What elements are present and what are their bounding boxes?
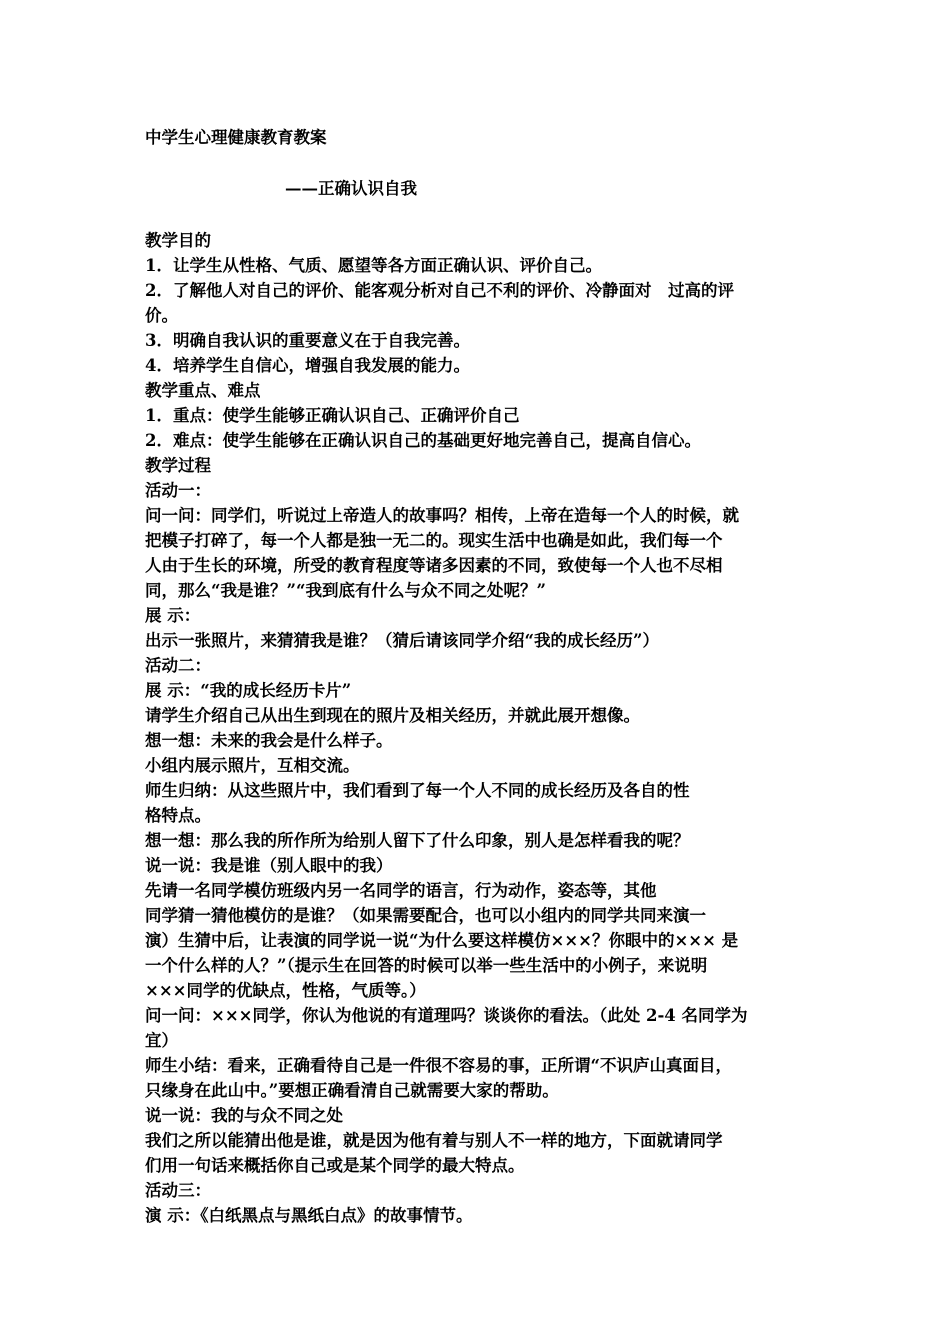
goal-item-3: 3．明确自我认识的重要意义在于自我完善。 bbox=[145, 331, 470, 350]
paragraph-line: 演 示：《白纸黑点与黑纸白点》的故事情节。 bbox=[145, 1206, 473, 1225]
paragraph-line: 演）生猜中后，让表演的同学说一说“为什么要这样模仿×××？你眼中的××× 是 bbox=[145, 931, 739, 950]
section-heading-process: 教学过程 bbox=[145, 456, 211, 475]
activity-2-heading: 活动二： bbox=[145, 656, 211, 675]
goal-item-4: 4．培养学生自信心，增强自我发展的能力。 bbox=[145, 356, 470, 375]
keypoint-item-2: 2．难点：使学生能够在正确认识自己的基础更好地完善自己，提高自信心。 bbox=[145, 431, 701, 450]
paragraph-line: 我们之所以能猜出他是谁，就是因为他有着与别人不一样的地方，下面就请同学 bbox=[145, 1131, 723, 1150]
document-page bbox=[145, 125, 810, 1228]
show-heading: 展 示：“我的成长经历卡片” bbox=[145, 681, 352, 700]
paragraph-line: 师生归纳：从这些照片中，我们看到了每一个人不同的成长经历及各自的性 bbox=[145, 781, 690, 800]
paragraph-line: 把模子打碎了，每一个人都是独一无二的。现实生活中也确是如此，我们每一个 bbox=[145, 531, 723, 550]
paragraph-line: 同，那么“我是谁？”“我到底有什么与众不同之处呢？” bbox=[145, 581, 546, 600]
paragraph-line: 请学生介绍自己从出生到现在的照片及相关经历，并就此展开想像。 bbox=[145, 706, 640, 725]
paragraph-line: 师生小结：看来，正确看待自己是一件很不容易的事，正所谓“不识庐山真面目， bbox=[145, 1056, 732, 1075]
paragraph-line: 问一问：同学们，听说过上帝造人的故事吗？相传，上帝在造每一个人的时候，就 bbox=[145, 506, 739, 525]
paragraph-line: 说一说：我是谁（别人眼中的我） bbox=[145, 856, 393, 875]
paragraph-line: 想一想：未来的我会是什么样子。 bbox=[145, 731, 393, 750]
paragraph-line: 人由于生长的环境，所受的教育程度等诸多因素的不同，致使每一个人也不尽相 bbox=[145, 556, 723, 575]
paragraph-line: 格特点。 bbox=[145, 806, 211, 825]
goal-item-2: 2．了解他人对自己的评价、能客观分析对自己不利的评价、冷静面对 过高的评 bbox=[145, 281, 734, 300]
goal-item-2-cont: 价。 bbox=[145, 306, 178, 325]
section-heading-goals: 教学目的 bbox=[145, 231, 211, 250]
section-heading-keypoints: 教学重点、难点 bbox=[145, 381, 261, 400]
document-title: 中学生心理健康教育教案 bbox=[145, 128, 327, 147]
paragraph-line: 同学猜一猜他模仿的是谁？（如果需要配合，也可以小组内的同学共同来演一 bbox=[145, 906, 706, 925]
paragraph-line: 先请一名同学模仿班级内另一名同学的语言，行为动作，姿态等，其他 bbox=[145, 881, 657, 900]
activity-1-heading: 活动一： bbox=[145, 481, 211, 500]
spacer bbox=[145, 201, 810, 228]
paragraph-line: 一个什么样的人？”（提示生在回答的时候可以举一些生活中的小例子，来说明 bbox=[145, 956, 708, 975]
paragraph-line: 们用一句话来概括你自己或是某个同学的最大特点。 bbox=[145, 1156, 525, 1175]
show-heading: 展 示： bbox=[145, 606, 201, 625]
paragraph-line: 宜） bbox=[145, 1031, 178, 1050]
paragraph-line: 想一想：那么我的所作所为给别人留下了什么印象，别人是怎样看我的呢？ bbox=[145, 831, 690, 850]
paragraph-line: 说一说：我的与众不同之处 bbox=[145, 1106, 343, 1125]
paragraph-line: ×××同学的优缺点，性格，气质等。） bbox=[145, 981, 426, 1000]
document-subtitle: ——正确认识自我 bbox=[285, 179, 417, 198]
goal-item-1: 1．让学生从性格、气质、愿望等各方面正确认识、评价自己。 bbox=[145, 256, 602, 275]
keypoint-item-1: 1．重点：使学生能够正确认识自己、正确评价自己 bbox=[145, 406, 520, 425]
paragraph-line: 出示一张照片，来猜猜我是谁？（猜后请该同学介绍“我的成长经历”） bbox=[145, 631, 659, 650]
paragraph-line: 小组内展示照片，互相交流。 bbox=[145, 756, 360, 775]
paragraph-line: 问一问：×××同学，你认为他说的有道理吗？谈谈你的看法。（此处 2-4 名同学为 bbox=[145, 1006, 748, 1025]
activity-3-heading: 活动三： bbox=[145, 1181, 211, 1200]
paragraph-line: 只缘身在此山中。”要想正确看清自己就需要大家的帮助。 bbox=[145, 1081, 559, 1100]
